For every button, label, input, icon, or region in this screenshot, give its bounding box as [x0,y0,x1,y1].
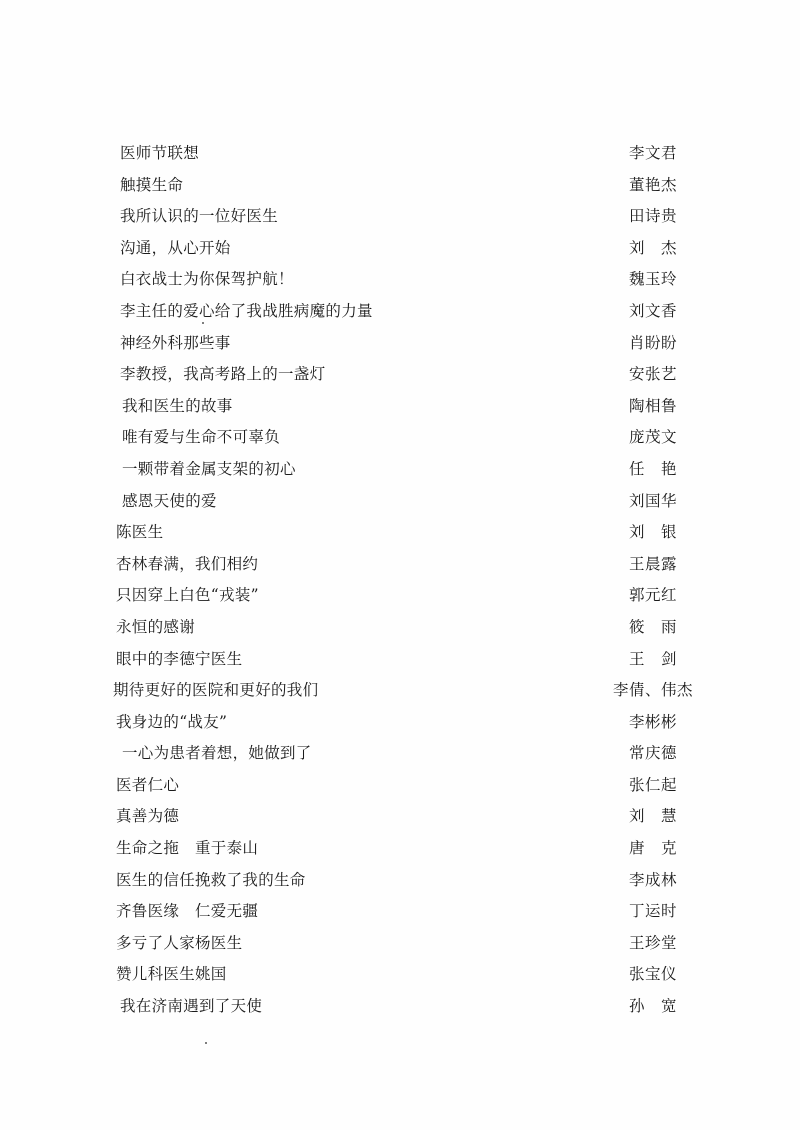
entry-author: 常庆德 [628,744,677,763]
list-item [0,360,800,392]
list-item [0,423,800,455]
entry-title: 李教授，我高考路上的一盏灯 [120,365,326,384]
entry-author: 陶相鲁 [628,396,677,415]
entry-title: 永恒的感谢 [116,617,196,636]
entry-title: 齐鲁医缘 仁爱无疆 [116,902,259,921]
list-item [0,550,800,582]
scan-speck [205,1042,207,1044]
entry-author: 郭元红 [628,586,677,605]
list-item [0,234,800,266]
entry-author: 李倩、伟杰 [612,681,693,700]
entry-title: 一颗带着金属支架的初心 [122,459,296,478]
entry-author: 筱 雨 [628,617,677,636]
scan-speck [202,322,204,324]
entry-title: 我身边的“战友” [116,712,228,731]
entry-author: 董艳杰 [628,175,677,194]
list-item [0,866,800,898]
list-item [0,645,800,677]
list-item [0,613,800,645]
entry-author: 魏玉玲 [628,270,677,289]
entry-author: 丁运时 [628,902,677,921]
entry-title: 沟通，从心开始 [120,238,231,257]
entry-title: 生命之拖 重于泰山 [116,839,259,858]
entry-title: 陈医生 [116,523,164,542]
list-item [0,708,800,740]
entry-author: 孙 宽 [628,997,677,1016]
entry-title: 赞儿科医生姚国 [116,965,227,984]
list-item [0,802,800,834]
entry-author: 任 艳 [628,459,677,478]
entry-title: 期待更好的医院和更好的我们 [113,681,319,700]
entry-author: 王珍堂 [628,933,677,952]
entry-title: 一心为患者着想，她做到了 [122,744,312,763]
list-item [0,202,800,234]
contents-list [0,139,800,1024]
list-item [0,139,800,171]
list-item [0,392,800,424]
entry-title: 医生的信任挽救了我的生命 [116,870,306,889]
entry-title: 感恩天使的爱 [122,491,217,510]
list-item [0,171,800,203]
entry-title: 白衣战士为你保驾护航！ [120,270,294,289]
entry-author: 庞茂文 [628,428,677,447]
entry-author: 田诗贵 [628,207,677,226]
entry-title: 医者仁心 [116,775,180,794]
entry-author: 李成林 [628,870,677,889]
list-item [0,897,800,929]
entry-title: 眼中的李德宁医生 [116,649,243,668]
list-item [0,581,800,613]
entry-title: 神经外科那些事 [120,333,231,352]
entry-author: 安张艺 [628,365,677,384]
list-item [0,834,800,866]
entry-title: 杏林春满，我们相约 [116,554,259,573]
entry-title: 多亏了人家杨医生 [116,933,243,952]
entry-author: 张仁起 [628,775,677,794]
entry-author: 刘 杰 [628,238,677,257]
entry-author: 刘 银 [628,523,677,542]
entry-title: 我在济南遇到了天使 [120,997,263,1016]
list-item [0,739,800,771]
entry-title: 我和医生的故事 [122,396,233,415]
entry-author: 李文君 [628,144,677,162]
entry-author: 刘文香 [628,301,677,320]
list-item [0,676,800,708]
entry-author: 张宝仪 [628,965,677,984]
entry-title: 李主任的爱心给了我战胜病魔的力量 [120,301,373,320]
entry-title: 真善为德 [116,807,180,826]
entry-author: 王 剑 [628,649,677,668]
list-item [0,329,800,361]
list-item [0,265,800,297]
list-item [0,771,800,803]
entry-author: 李彬彬 [628,712,677,731]
entry-author: 王晨露 [628,554,677,573]
list-item [0,929,800,961]
entry-author: 刘国华 [628,491,677,510]
entry-title: 触摸生命 [120,175,184,194]
entry-author: 刘 慧 [628,807,677,826]
entry-author: 唐 克 [628,839,677,858]
list-item [0,518,800,550]
entry-title: 医师节联想 [120,144,200,162]
list-item [0,960,800,992]
list-item [0,487,800,519]
list-item [0,455,800,487]
entry-author: 肖盼盼 [628,333,677,352]
list-item [0,297,800,329]
entry-title: 只因穿上白色“戎装” [116,586,259,605]
entry-title: 唯有爱与生命不可辜负 [122,428,281,447]
list-item [0,992,800,1024]
entry-title: 我所认识的一位好医生 [120,207,279,226]
